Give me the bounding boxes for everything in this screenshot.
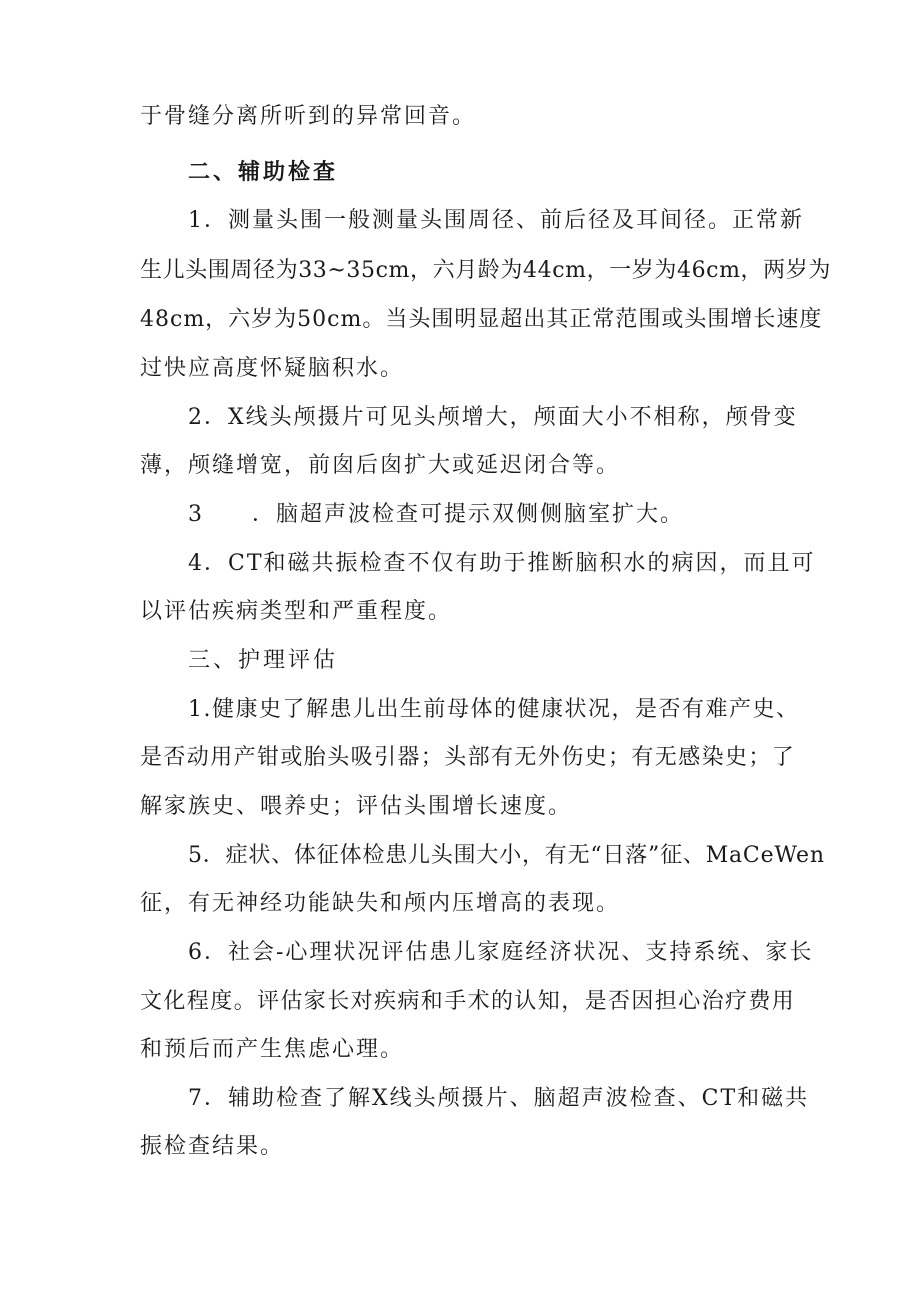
paragraph-line: 5．症状、体征体检患儿头围大小，有无“日落”征、MaCeWen [188,843,825,868]
paragraph-line: 2．X线头颅摄片可见头颅增大，颅面大小不相称，颅骨变 [188,405,798,430]
paragraph-line: 48cm，六岁为50cm。当头围明显超出其正常范围或头围增长速度 [140,307,823,332]
paragraph-line: 以评估疾病类型和严重程度。 [140,599,453,624]
section-heading-nursing-assessment: 三、护理评估 [188,648,339,673]
paragraph-line: 过快应高度怀疑脑积水。 [140,356,405,381]
paragraph-line: 于骨缝分离所听到的异常回音。 [140,104,477,129]
paragraph-line: 解家族史、喂养史；评估头围增长速度。 [140,794,573,819]
paragraph-line: 6．社会-心理状况评估患儿家庭经济状况、支持系统、家长 [188,940,814,965]
paragraph-line: 是否动用产钳或胎头吸引器；头部有无外伤史；有无感染史；了 [140,745,796,770]
paragraph-line: 振检查结果。 [140,1134,285,1159]
paragraph-line: 1．测量头围一般测量头围周径、前后径及耳间径。正常新 [188,208,804,233]
paragraph-line: 1.健康史了解患儿出生前母体的健康状况，是否有难产史、 [188,697,800,722]
paragraph-line: 3 ．脑超声波检查可提示双侧侧脑室扩大。 [188,502,684,527]
paragraph-line: 和预后而产生焦虑心理。 [140,1037,405,1062]
paragraph-line: 7．辅助检查了解X线头颅摄片、脑超声波检查、CT和磁共 [188,1086,810,1111]
paragraph-line: 文化程度。评估家长对疾病和手术的认知，是否因担心治疗费用 [140,989,796,1014]
paragraph-line: 生儿头围周径为33~35cm，六月龄为44cm，一岁为46cm，两岁为 [140,258,831,283]
paragraph-line: 4．CT和磁共振检查不仅有助于推断脑积水的病因，而且可 [188,551,816,576]
paragraph-line: 征，有无神经功能缺失和颅内压增高的表现。 [140,891,621,916]
paragraph-line: 薄，颅缝增宽，前囱后囱扩大或延迟闭合等。 [140,453,621,478]
section-heading-auxiliary-exam: 二、辅助检查 [188,160,339,185]
